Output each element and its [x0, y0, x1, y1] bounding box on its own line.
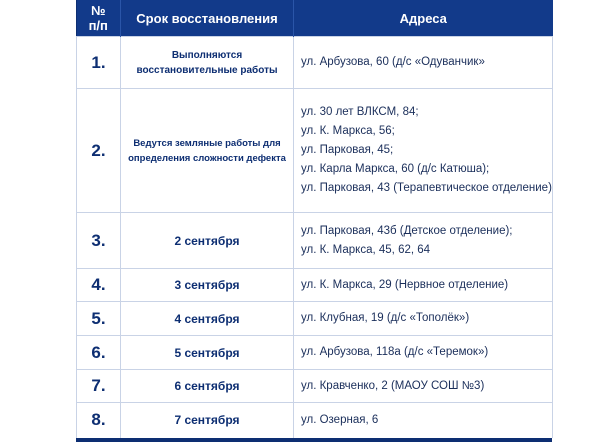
header-number-abbrev: п/п: [88, 18, 108, 33]
address-line: ул. К. Маркса, 56;: [301, 125, 395, 137]
address-line: ул. Карла Маркса, 60 (д/с Катюша);: [301, 163, 490, 175]
address-line: ул. К. Маркса, 29 (Нервное отделение): [301, 278, 509, 291]
row-number: 4.: [77, 269, 121, 302]
header-number-symbol: №: [91, 3, 106, 18]
table-row: [77, 213, 553, 269]
table-row: [77, 302, 553, 336]
table-row: [77, 403, 553, 438]
row-term: 2 сентября: [121, 213, 294, 269]
table-row: [77, 370, 553, 403]
row-number: 8.: [77, 403, 121, 438]
row-term: 5 сентября: [121, 336, 294, 370]
restoration-schedule-table: [76, 0, 553, 438]
row-addresses: [294, 89, 553, 213]
row-term: Выполняются восстановительные работы: [121, 37, 294, 89]
row-addresses: [294, 370, 553, 403]
address-line: ул. К. Маркса, 45, 62, 64: [301, 243, 431, 256]
row-addresses: [294, 269, 553, 302]
row-addresses: [294, 302, 553, 336]
address-line: ул. Клубная, 19 (д/с «Тополёк»): [301, 312, 470, 324]
row-term: 4 сентября: [121, 302, 294, 336]
table-row: [77, 89, 553, 213]
row-term: 7 сентября: [121, 403, 294, 438]
row-addresses: [294, 37, 553, 89]
address-line: ул. 30 лет ВЛКСМ, 84;: [301, 106, 419, 118]
row-addresses: [294, 213, 553, 269]
address-line: ул. Арбузова, 60 (д/с «Одуванчик»: [301, 56, 485, 68]
address-line: ул. Озерная, 6: [301, 413, 379, 426]
row-term: 6 сентября: [121, 370, 294, 403]
address-line: ул. Парковая, 45;: [301, 144, 394, 156]
row-addresses: [294, 403, 553, 438]
address-line: ул. Парковая, 43 (Терапевтическое отделение): [301, 182, 552, 194]
row-number: 3.: [77, 213, 121, 269]
address-line: ул. Кравченко, 2 (МАОУ СОШ №3): [301, 379, 485, 392]
row-term: Ведутся земляные работы для определения сложности дефекта: [121, 89, 294, 213]
address-line: ул. Арбузова, 118а (д/с «Теремок»): [301, 346, 489, 358]
address-line: ул. Парковая, 43б (Детское отделение);: [301, 224, 513, 237]
row-addresses: [294, 336, 553, 370]
header-number: [77, 0, 121, 37]
row-term: 3 сентября: [121, 269, 294, 302]
row-number: 5.: [77, 302, 121, 336]
header-row: [77, 0, 553, 37]
table-row: [77, 37, 553, 89]
row-number: 7.: [77, 370, 121, 403]
table-row: [77, 336, 553, 370]
row-number: 6.: [77, 336, 121, 370]
header-term: Срок восстановления: [121, 0, 294, 37]
header-address: Адреса: [294, 0, 553, 37]
row-number: 1.: [77, 37, 121, 89]
table-header: [77, 0, 553, 37]
table-row: [77, 269, 553, 302]
row-number: 2.: [77, 89, 121, 213]
